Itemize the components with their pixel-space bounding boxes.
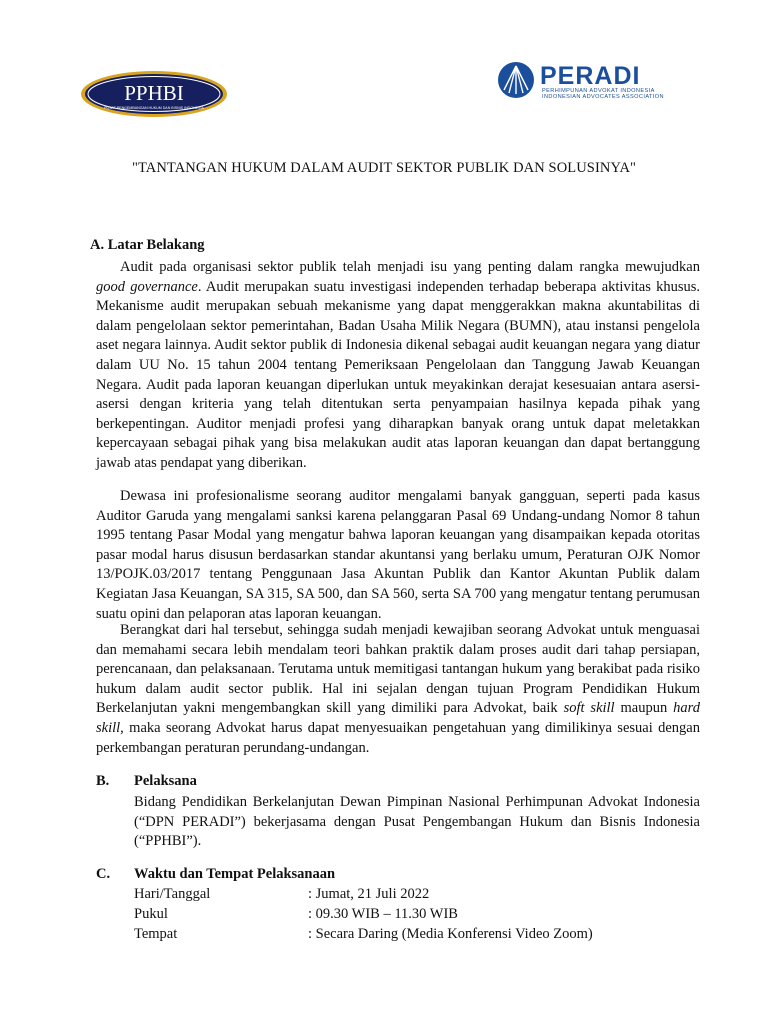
document-title: "TANTANGAN HUKUM DALAM AUDIT SEKTOR PUBLIK DAN SOLUSINYA" bbox=[131, 160, 637, 176]
peradi-logo bbox=[496, 62, 676, 98]
p1-emphasis: good governance bbox=[96, 278, 198, 295]
p3-text: Berangkat dari hal tersebut, sehingga sudah menjadi kewajiban seorang Advokat untuk menguasai dan memahami secara lebih mendalam teori bahkan praktik dalam proses audit dari tahap persiapan, perencanaan, dan pelaksanaan. Terutama untuk memitigasi tantangan hukum yang berakibat pada risiko hukum dalam audit sector publik. Hal ini sejalan dengan tujuan Program Pendidikan Hukum Berkelanjutan yakni mengembangkan skill yang dimiliki para Advokat, baik bbox=[96, 622, 700, 717]
peradi-logo-subtitle-en: INDONESIAN ADVOCATES ASSOCIATION bbox=[542, 94, 665, 100]
pphbi-logo bbox=[80, 70, 230, 118]
p3-text-cont: , maka seorang Advokat harus dapat menyesuaikan pengetahuan yang dimilikinya sesuai dengan perkembangan peraturan perundang-undangan. bbox=[96, 719, 700, 756]
p1-text: Audit pada organisasi sektor publik telah menjadi isu yang penting dalam rangka mewujudkan bbox=[120, 259, 700, 275]
peradi-logo-word: PERADI bbox=[540, 62, 641, 90]
peradi-logo-subtitle-id: PERHIMPUNAN ADVOKAT INDONESIA bbox=[542, 88, 655, 94]
info-label: Pukul bbox=[134, 906, 168, 922]
p3-emphasis-hard: hard skill bbox=[96, 700, 700, 736]
section-a-heading: A. Latar Belakang bbox=[90, 237, 205, 253]
p2-text: Dewasa ini profesionalisme seorang auditor mengalami banyak gangguan, seperti pada kasus Auditor Garuda yang mengalami sanksi karena pelanggaran Pasal 69 Undang-undang Nomor 8 tahun 1995 tentang Pasar Modal yang mengatur bahwa laporan keuangan yang disampaikan kepada otoritas pasar modal harus disusun berdasarkan standar akuntansi yang berlaku umum, Peraturan OJK Nomor 13/POJK.03/2017 tentang Penggunaan Jasa Akuntan Publik dan Kantor Akuntan Publik dalam Kegiatan Jasa Keuangan, SA 315, SA 500, dan SA 560, serta SA 700 yang mengatur tentang perumusan suatu opini dan pelaporan atas laporan keuangan. bbox=[96, 488, 700, 622]
section-a-paragraph-2 bbox=[96, 487, 700, 624]
info-value: : Jumat, 21 Juli 2022 bbox=[308, 886, 430, 902]
section-c-heading: Waktu dan Tempat Pelaksanaan bbox=[134, 866, 336, 882]
section-a-paragraph-3 bbox=[96, 621, 700, 758]
p1-text-cont: . Audit merupakan suatu investigasi independen terhadap beberapa aktivitas khusus. Mekanisme audit merupakan sebuah mekanisme yang dapat menggerakkan makna akuntabilitas di dalam pengelolaan sektor pemerintahan, Badan Usaha Milik Negara (BUMN), atau instansi pengelola aset negara lainnya. Audit sektor publik di Indonesia dikenal sebagai audit keuangan negara yang diatur dalam UU No. 15 tahun 2004 tentang Pemeriksaan Pengelolaan dan Tanggung Jawab Keuangan Negara. Audit pada laporan keuangan diperlukan untuk meyakinkan derajat kesesuaian antara asersi-asersi dengan kriteria yang telah ditentukan serta penyampaian hasilnya kepada pihak yang berkepentingan. Auditor menjadi profesi yang diharapkan banyak orang untuk dapat meletakkan kepercayaan sebagai pihak yang bisa melakukan audit atas laporan keuangan dan dapat bertanggung jawab atas pendapat yang diberikan. bbox=[96, 278, 700, 471]
p3-text-mid: maupun bbox=[614, 700, 674, 717]
section-a-paragraph-1 bbox=[96, 258, 700, 474]
section-b-letter: B. bbox=[96, 773, 110, 789]
pphbi-logo-word: PPHBI bbox=[124, 81, 184, 105]
info-label: Hari/Tanggal bbox=[134, 886, 211, 902]
info-value: : Secara Daring (Media Konferensi Video Zoom) bbox=[308, 926, 593, 942]
pphbi-logo-tagline: PUSAT PENGEMBANGAN HUKUM DAN BISNIS INDONESIA bbox=[104, 106, 204, 110]
p3-emphasis-soft: soft skill bbox=[563, 700, 615, 717]
section-b-text: Bidang Pendidikan Berkelanjutan Dewan Pimpinan Nasional Perhimpunan Advokat Indonesia (“DPN PERADI”) bekerjasama dengan Pusat Pengembangan Hukum dan Bisnis Indonesia (“PPHBI”). bbox=[134, 794, 700, 850]
info-label: Tempat bbox=[134, 926, 178, 942]
section-c-letter: C. bbox=[96, 866, 111, 882]
pphbi-logo-emblem bbox=[80, 70, 230, 118]
peradi-emblem-icon bbox=[496, 60, 536, 100]
info-value: : 09.30 WIB – 11.30 WIB bbox=[308, 906, 458, 922]
section-b-heading: Pelaksana bbox=[134, 773, 197, 789]
